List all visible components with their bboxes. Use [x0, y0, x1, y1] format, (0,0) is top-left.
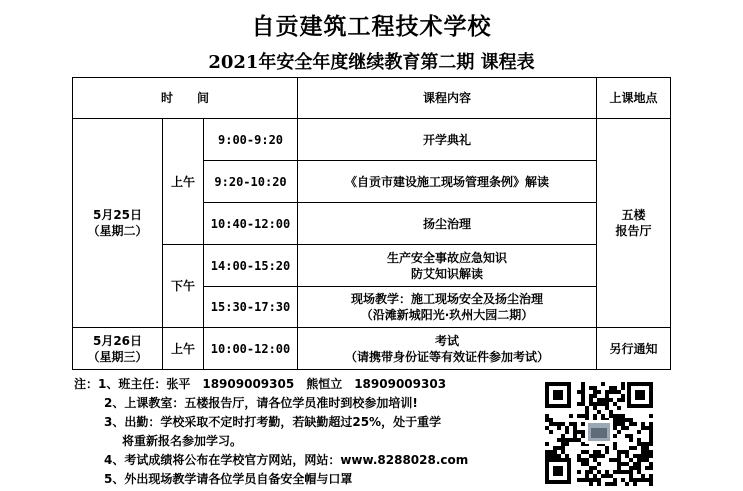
session-content: 《自贡市建设施工现场管理条例》解读	[298, 161, 597, 203]
schedule-table	[72, 77, 671, 370]
note-line: 3、出勤：学校采取不定时打考勤，若缺勤超过25%，处于重学	[104, 415, 442, 429]
session-content: 扬尘治理	[298, 203, 597, 245]
day1-date: 5月25日	[92, 208, 143, 222]
note-line: 注：1、班主任：张平 18909009305 熊恒立 18909009303	[74, 377, 447, 391]
day2-period: 上午	[163, 328, 204, 370]
day2-weekday: （星期三）	[87, 349, 148, 364]
note-line: 5、外出现场教学请各位学员自备安全帽与口罩	[104, 472, 353, 486]
session-content	[298, 328, 597, 370]
notes-block	[74, 375, 468, 489]
session-time: 9:00-9:20	[204, 119, 298, 161]
day1-date-cell	[73, 119, 163, 328]
day1-location-line1: 五楼	[621, 208, 646, 222]
session-time: 10:00-12:00	[204, 328, 298, 370]
table-row	[73, 245, 671, 287]
table-header-row	[73, 78, 671, 119]
session-content-line: （请携带身份证等有效证件参加考试）	[345, 349, 550, 364]
day1-morning-label: 上午	[163, 119, 204, 245]
session-content-line: （沿滩新城阳光·玖州大园二期）	[360, 308, 534, 322]
session-content-line: 考试	[435, 333, 460, 348]
session-content	[298, 287, 597, 328]
session-time: 10:40-12:00	[204, 203, 298, 245]
session-time: 14:00-15:20	[204, 245, 298, 287]
school-title: 自贡建筑工程技术学校	[251, 13, 492, 40]
session-time: 9:20-10:20	[204, 161, 298, 203]
table-row	[73, 328, 671, 370]
session-content: 开学典礼	[298, 119, 597, 161]
day1-location-line2: 报告厅	[615, 224, 652, 238]
table-row	[73, 119, 671, 161]
course-title: 2021年安全年度继续教育第二期 课程表	[208, 52, 535, 73]
header-content: 课程内容	[298, 78, 597, 119]
header-time: 时 间	[73, 78, 298, 119]
day2-location: 另行通知	[597, 328, 671, 370]
session-content	[298, 245, 597, 287]
qr-code-icon	[543, 380, 655, 486]
note-line: 4、考试成绩将公布在学校官方网站，网站：www.8288028.com	[104, 453, 469, 467]
day2-date: 5月26日	[92, 333, 143, 348]
header-location: 上课地点	[597, 78, 671, 119]
day1-afternoon-label: 下午	[163, 245, 204, 328]
day2-date-cell	[73, 328, 163, 370]
note-line: 将重新报名参加学习。	[122, 434, 243, 448]
day1-weekday: （星期二）	[87, 224, 148, 238]
day1-location-cell	[597, 119, 671, 328]
session-time: 15:30-17:30	[204, 287, 298, 328]
session-content-line: 生产安全事故应急知识	[387, 250, 508, 265]
note-line: 2、上课教室：五楼报告厅，请各位学员准时到校参加培训!	[104, 396, 418, 410]
session-content-line: 防艾知识解读	[411, 266, 484, 281]
session-content-line: 现场教学：施工现场安全及扬尘治理	[351, 292, 544, 306]
